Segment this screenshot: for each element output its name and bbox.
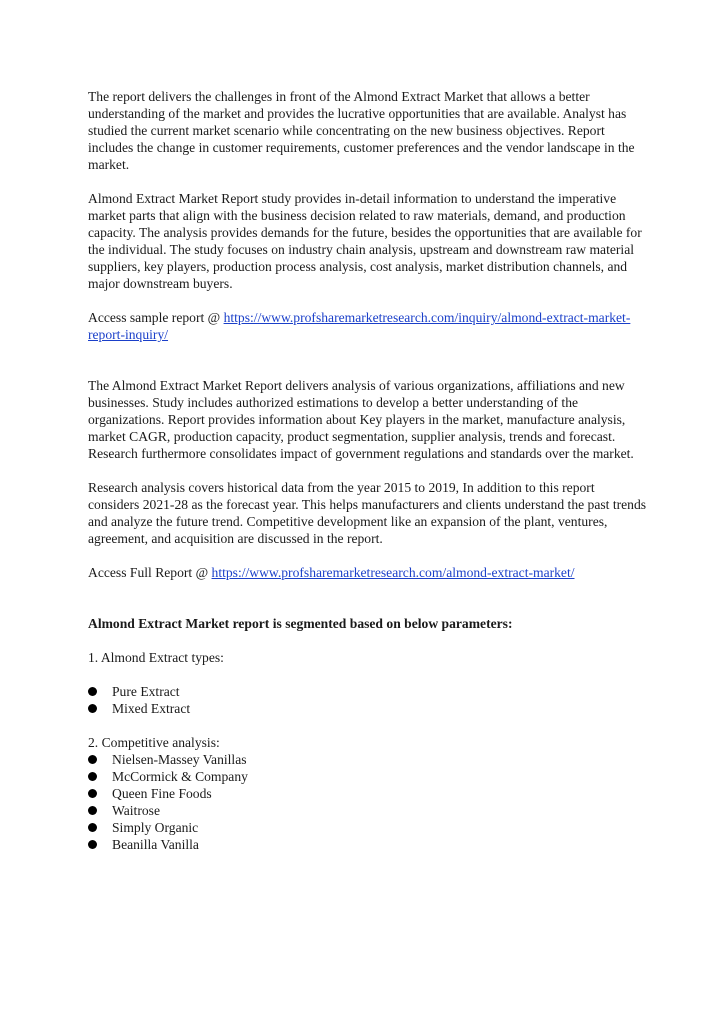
- bullet-icon: [88, 687, 97, 696]
- study-paragraph: Almond Extract Market Report study provides in-detail information to understand the imperative market parts that align with the business decision related to raw materials, demand, and production capacity. The analysis provides demands for the future, besides the opportunities that are available for the individual. The study focuses on industry chain analysis, upstream and downstream raw material suppliers, key players, production process analysis, cost analysis, market distribution channels, and major downstream buyers.: [88, 191, 642, 291]
- bullet-icon: [88, 840, 97, 849]
- bullet-icon: [88, 772, 97, 781]
- list-item: Mixed Extract: [88, 700, 648, 717]
- list-item: Pure Extract: [88, 683, 648, 700]
- research-paragraph: Research analysis covers historical data from the year 2015 to 2019, In addition to this report considers 2021-28 as the forecast year. This helps manufacturers and clients understand the past trends and analyze the future trend. Competitive development like an expansion of the plant, ventures, agreement, and acquisition are discussed in the report.: [88, 480, 647, 546]
- bullet-icon: [88, 823, 97, 832]
- list-item: Beanilla Vanilla: [88, 836, 648, 853]
- intro-paragraph: The report delivers the challenges in front of the Almond Extract Market that allows a better understanding of the market and provides the lucrative opportunities that are available. Analyst has studied the current market scenario while concentrating on the new business objectives. Report includes the change in customer requirements, customer preferences and the vendor landscape in the market.: [88, 89, 635, 172]
- sample-report-prefix: Access sample report @: [88, 310, 224, 325]
- list-item: Queen Fine Foods: [88, 785, 648, 802]
- list-item: Waitrose: [88, 802, 648, 819]
- segment-heading: Almond Extract Market report is segmented based on below parameters:: [88, 616, 513, 631]
- list-item: Simply Organic: [88, 819, 648, 836]
- organizations-paragraph: The Almond Extract Market Report delivers analysis of various organizations, affiliations and new businesses. Study includes authorized estimations to develop a better understanding of the organizations. Report provides information about Key players in the market, manufacture analysis, market CAGR, production capacity, product segmentation, supplier analysis, trends and forecast. Research furthermore consolidates impact of government regulations and standards over the market.: [88, 378, 634, 461]
- full-report-link[interactable]: https://www.profsharemarketresearch.com/almond-extract-market/: [211, 565, 575, 580]
- document-page: [88, 88, 648, 853]
- competitive-list: [88, 751, 648, 853]
- competitive-label: 2. Competitive analysis:: [88, 735, 220, 750]
- list-item: Nielsen-Massey Vanillas: [88, 751, 648, 768]
- sample-report-link[interactable]: https://www.profsharemarketresearch.com/inquiry/almond-extract-market-report-inquiry/: [88, 310, 631, 342]
- types-label: 1. Almond Extract types:: [88, 650, 224, 665]
- full-report-line: [88, 564, 648, 581]
- bullet-icon: [88, 806, 97, 815]
- bullet-icon: [88, 755, 97, 764]
- list-item: McCormick & Company: [88, 768, 648, 785]
- bullet-icon: [88, 704, 97, 713]
- sample-report-line: [88, 309, 648, 343]
- bullet-icon: [88, 789, 97, 798]
- full-report-prefix: Access Full Report @: [88, 565, 212, 580]
- types-list: [88, 683, 648, 717]
